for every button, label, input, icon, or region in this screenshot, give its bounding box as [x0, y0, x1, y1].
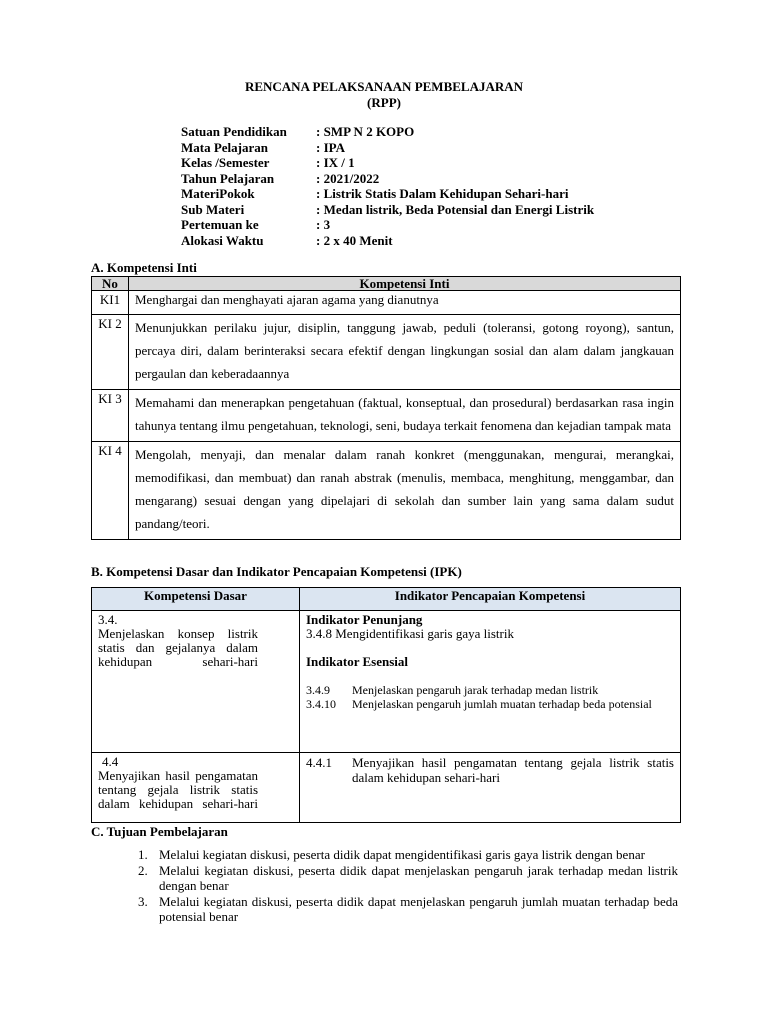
meta-row: [181, 233, 594, 249]
meta-row: [181, 217, 594, 233]
section-c-heading: C. Tujuan Pembelajaran: [91, 824, 228, 839]
kd-number: 3.4.: [98, 612, 118, 627]
ki-number: KI 2: [92, 315, 129, 390]
meta-value: : IPA: [316, 139, 346, 155]
meta-label: Mata Pelajaran: [181, 139, 269, 155]
meta-value: : Medan listrik, Beda Potensial dan Energi Listrik: [316, 201, 595, 217]
kd-text: Menjelaskan konsep listrik statis dan gejalanya dalam kehidupan sehari-hari: [98, 626, 258, 669]
table-row: [92, 315, 681, 390]
table-row: [92, 390, 681, 442]
ki-text: Mengolah, menyaji, dan menalar dalam ranah konkret (menggunakan, mengurai, merangkai, memodifikasi, dan membuat) dan ranah abstrak (menulis, membaca, menghitung, menggambar, dan mengarang) sesuai dengan yang dipelajari di sekolah dan sumber lain yang sama dalam sudut pandang/teori.: [129, 442, 681, 540]
ki-text: Memahami dan menerapkan pengetahuan (faktual, konseptual, dan prosedural) berdasarkan rasa ingin tahunya tentang ilmu pengetahuan, teknologi, seni, budaya terkait fenomena dan kejadian tampak mata: [129, 390, 681, 442]
document-subtitle: (RPP): [367, 95, 401, 110]
ki-number: KI 3: [92, 390, 129, 442]
learning-objectives-list: [138, 847, 678, 925]
meta-value: : 3: [316, 217, 331, 232]
list-item: 3. Melalui kegiatan diskusi, peserta didik dapat menjelaskan pengaruh jumlah muatan terhadap beda potensial benar: [138, 893, 678, 924]
ipk-cell: [300, 753, 681, 823]
meta-row: [181, 140, 594, 156]
meta-label: Kelas /Semester: [181, 155, 270, 170]
meta-label: Alokasi Waktu: [181, 232, 264, 248]
meta-row: [181, 171, 594, 187]
column-header-kd: Kompetensi Dasar: [92, 588, 300, 611]
ki-text: Menghargai dan menghayati ajaran agama yang dianutnya: [129, 291, 681, 315]
document-title: RENCANA PELAKSANAAN PEMBELAJARAN: [244, 79, 524, 94]
meta-label: Satuan Pendidikan: [181, 124, 287, 139]
ipk-cell: [300, 611, 681, 753]
kd-cell: [92, 753, 300, 823]
table-row: [92, 291, 681, 315]
kd-text: Menyajikan hasil pengamatan tentang gejala listrik statis dalam kehidupan sehari-hari: [98, 768, 258, 811]
kompetensi-inti-table: [91, 276, 681, 540]
meta-label: Pertemuan ke: [181, 217, 259, 232]
meta-value: : 2021/2022: [316, 170, 380, 186]
ki-number: KI 4: [92, 442, 129, 540]
ipk-item: 4.4.1 Menyajikan hasil pengamatan tentang gejala listrik statis dalam kehidupan sehari-hari: [306, 755, 674, 785]
meta-label: Tahun Pelajaran: [181, 170, 275, 186]
meta-value: : IX / 1: [316, 155, 355, 170]
section-a-heading: A. Kompetensi Inti: [91, 260, 197, 275]
ki-text: Menunjukkan perilaku jujur, disiplin, tanggung jawab, peduli (toleransi, gotong royong), santun, percaya diri, dalam berinteraksi secara efektif dengan lingkungan sosial dan alam dalam jangkauan pergaulan dan keberadaannya: [129, 315, 681, 390]
kd-cell: [92, 611, 300, 753]
section-b-heading: B. Kompetensi Dasar dan Indikator Pencapaian Kompetensi (IPK): [91, 564, 462, 579]
meta-row: [181, 124, 594, 140]
column-header-ipk: Indikator Pencapaian Kompetensi: [300, 588, 681, 611]
meta-label: Sub Materi: [181, 201, 245, 217]
table-row: [92, 753, 681, 823]
meta-value: : Listrik Statis Dalam Kehidupan Sehari-hari: [316, 186, 569, 201]
identity-block: [181, 124, 594, 248]
meta-row: [181, 155, 594, 171]
ki-number: KI1: [92, 291, 129, 315]
column-header-ki: Kompetensi Inti: [129, 277, 681, 291]
kd-ipk-table: [91, 587, 681, 823]
meta-row: [181, 186, 594, 202]
indikator-esensial-item: 3.4.10 Menjelaskan pengaruh jumlah muatan terhadap beda potensial: [306, 697, 652, 711]
meta-label: MateriPokok: [181, 186, 255, 201]
indikator-esensial-item: 3.4.9 Menjelaskan pengaruh jarak terhadap medan listrik: [306, 683, 599, 697]
indikator-esensial-heading: Indikator Esensial: [306, 654, 408, 669]
meta-value: : 2 x 40 Menit: [316, 232, 393, 248]
kd-number: 4.4: [102, 754, 119, 769]
meta-row: [181, 202, 594, 218]
indikator-penunjang-item: 3.4.8 Mengidentifikasi garis gaya listrik: [306, 626, 514, 641]
indikator-penunjang-heading: Indikator Penunjang: [306, 612, 423, 627]
table-row: [92, 442, 681, 540]
table-row: [92, 611, 681, 753]
list-item: 2. Melalui kegiatan diskusi, peserta didik dapat menjelaskan pengaruh jarak terhadap medan listrik dengan benar: [138, 862, 678, 893]
meta-value: : SMP N 2 KOPO: [316, 124, 415, 139]
column-header-no: No: [92, 277, 129, 291]
list-item: 1. Melalui kegiatan diskusi, peserta didik dapat mengidentifikasi garis gaya listrik dengan benar: [138, 847, 645, 862]
